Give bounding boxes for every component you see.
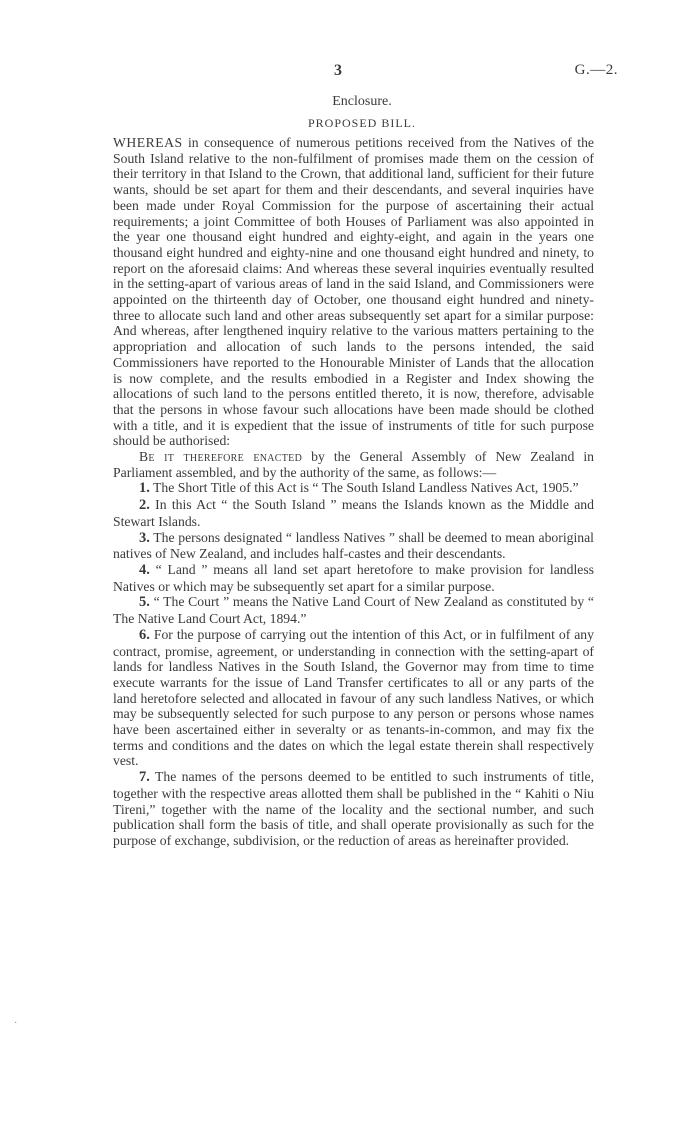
section-text: The persons designated “ landless Natives ” shall be deemed to mean aboriginal natives of New Zealand, and includes half-castes and their descendants. <box>113 529 594 562</box>
section-3 <box>113 530 594 562</box>
section-text: The names of the persons deemed to be entitled to such instruments of title, together with the respective areas allotted them shall be published in the “ Kahiti o Niu Tireni,” together with the name of the locality and the sectional number, and such publication shall form the basis of title, and shall operate provisionally as such for the purpose of exchange, subdivision, or the reduction of areas as hereinafter provided. <box>113 769 594 848</box>
section-text: “ The Court ” means the Native Land Court of New Zealand as constituted by “ The Native Land Court Act, 1894.” <box>113 594 594 627</box>
section-number: 4. <box>139 561 150 578</box>
preamble-text: in consequence of numerous petitions received from the Natives of the South Island relative to the non-fulfilment of promises made them on the cession of their territory in that Island to the Crown, that additional land, sufficient for their future wants, should be set apart for them and their descendants, and several inquiries have been made under Royal Commission for the purpose of ascertaining their actual requirements; a joint Committee of both Houses of Parliament was also appointed in the year one thousand eight hundred and eighty-eight, and again in the years one thousand eight hundred and eighty-nine and one thousand eight hundred and ninety, to report on the aforesaid claims: And whereas these several inquiries eventually resulted in the setting-apart of various areas of land in the said Island, and Commissioners were appointed on the thirteenth day of October, one thousand eight hundred and ninety-three to allocate such land and other areas subsequently set apart for a similar purpose: And whereas, after lengthened inquiry relative to the various matters pertaining to the appropriation and allocation of such lands to the persons intended, the said Commissioners have reported to the Honourable Minister of Lands that the allocation is now complete, and the results embodied in a Register and Index showing the allocations of such land to the persons entitled thereto, it is now, therefore, advisable that the persons in whose favour such allocations have been made should be clothed with a title, and it is expedient that the issue of instruments of title for such purpose should be authorised: <box>113 135 594 449</box>
document-reference: G.—2. <box>574 62 618 78</box>
section-number: 1. <box>139 480 150 497</box>
section-text: “ Land ” means all land set apart heretofore to make provision for landless Natives or which may be subsequently set apart for a similar purpose. <box>113 561 594 594</box>
section-1 <box>113 480 594 497</box>
margin-mark: · <box>14 1018 18 1029</box>
section-number: 6. <box>139 626 150 643</box>
preamble-paragraph <box>113 135 594 449</box>
section-number: 7. <box>139 769 150 786</box>
section-5 <box>113 594 594 626</box>
section-number: 5. <box>139 594 150 611</box>
section-number: 2. <box>139 497 150 514</box>
bill-body <box>113 135 594 849</box>
enclosure-label: Enclosure. <box>332 94 392 109</box>
section-7 <box>113 769 594 849</box>
bill-title: PROPOSED BILL. <box>307 116 416 130</box>
section-4 <box>113 562 594 594</box>
section-number: 3. <box>139 529 150 546</box>
enacting-text: by the General Assembly of New Zealand in Parliament assembled, and by the authority of the same, as follows:— <box>113 449 594 480</box>
section-text: In this Act “ the South Island ” means the Islands known as the Middle and Stewart Islands. <box>113 497 594 529</box>
page-number: 3 <box>334 62 342 79</box>
enacting-words: Be it therefore enacted <box>139 449 303 465</box>
section-text: For the purpose of carrying out the intention of this Act, or in fulfilment of any contract, promise, agreement, or understanding in connection with the setting-apart of lands for landless Natives in the South Island, the Governor may from time to time execute warrants for the issue of Land Transfer certificates to all or any parts of the land heretofore selected and allocated in favour of any such landless Natives, or which may be subsequently selected for such purpose to any person or persons whose names have been ascertained either in severalty or as tenants-in-common, and may fix the terms and conditions and the dates on which the legal estate therein shall respectively vest. <box>113 626 594 769</box>
preamble-whereas: WHEREAS <box>113 135 183 150</box>
section-text: The Short Title of this Act is “ The South Island Landless Natives Act, 1905.” <box>149 480 579 496</box>
section-6 <box>113 627 594 769</box>
enacting-clause <box>113 449 594 480</box>
section-2 <box>113 497 594 529</box>
